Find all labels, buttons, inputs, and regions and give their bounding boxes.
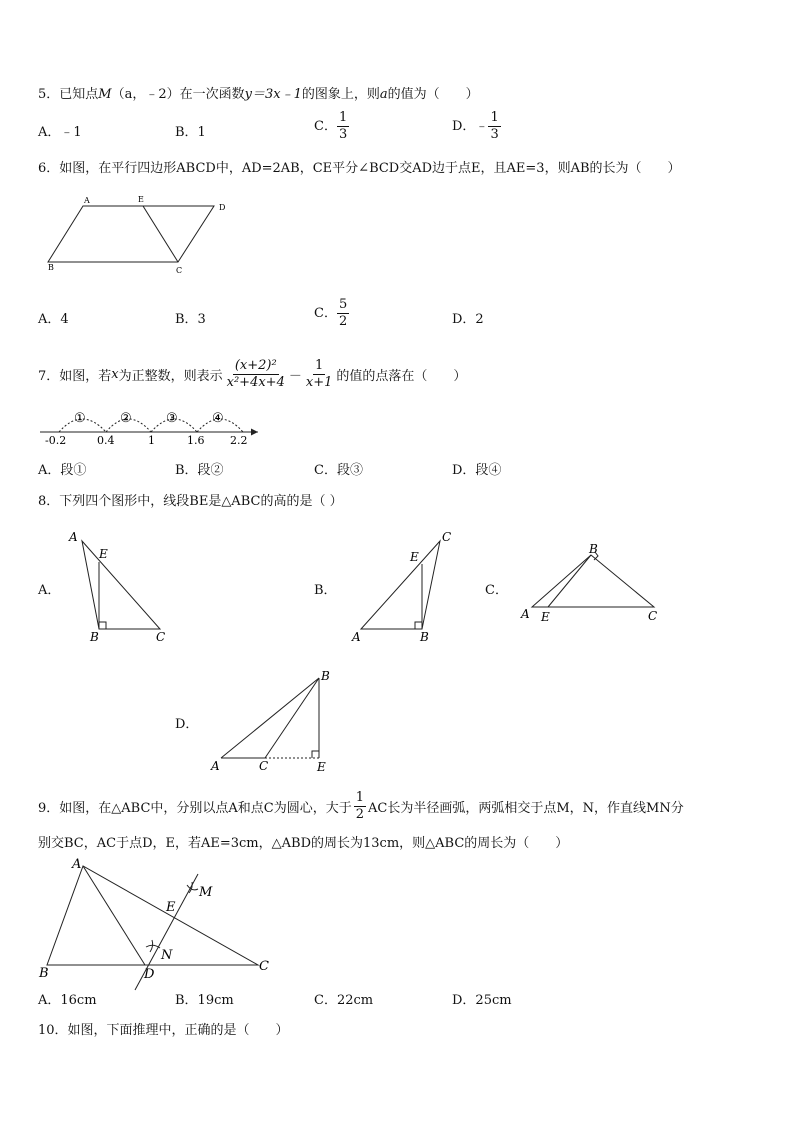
q5-option-d-prefix: D．﹣	[452, 119, 489, 134]
q7-stem-part: 为正整数，则表示	[118, 369, 223, 384]
label-n: N	[161, 948, 173, 963]
q5-stem-part: 在一次函数	[179, 87, 245, 102]
label-a: A	[521, 607, 530, 621]
label-c: C	[156, 630, 166, 644]
label-c: C	[442, 530, 452, 544]
fraction-denominator: x+1	[305, 375, 333, 390]
label-b: B	[321, 669, 330, 683]
fraction-numerator: 1	[314, 358, 324, 373]
q6-option-d: D．2	[452, 312, 484, 327]
arc-mark-n	[150, 940, 153, 952]
segment-label-3: ③	[166, 411, 178, 426]
triangle-abc	[47, 866, 258, 965]
label-a: A	[211, 759, 220, 773]
q5-stem-part: 的图象上，则	[301, 87, 380, 102]
q6-option-b: B．3	[175, 312, 206, 327]
fraction-denominator: 2	[338, 314, 348, 329]
q9-option-b: B．19cm	[175, 993, 234, 1008]
segment-label-2: ②	[120, 411, 132, 426]
fraction-numerator: 1	[338, 110, 348, 125]
q5-function: y＝3x﹣1	[244, 87, 302, 102]
q5-var-m: M	[98, 87, 112, 102]
q7-option-b: B．段②	[175, 463, 224, 478]
label-a: A	[352, 630, 361, 644]
q8-option-d-label: D．	[175, 717, 199, 732]
q9-stem-part: 9．如图，在△ABC中，分别以点A和点C为圆心，大于	[38, 801, 352, 816]
segment-ad	[83, 866, 145, 965]
q9-option-a: A．16cm	[38, 993, 97, 1008]
q5-option-b: B．1	[175, 125, 206, 140]
q6-option-c-prefix: C．	[314, 306, 337, 321]
q7-minus-sign: －	[288, 369, 302, 384]
label-e: E	[138, 195, 144, 204]
label-c: C	[176, 266, 183, 275]
q10-stem: 10．如图，下面推理中，正确的是（ ）	[38, 1023, 289, 1038]
fraction-numerator: 1	[355, 790, 365, 805]
fraction-denominator: x²+4x+4	[226, 375, 285, 390]
q5-option-c-prefix: C．	[314, 119, 337, 134]
q7-option-d: D．段④	[452, 463, 502, 478]
q7-var-x: x	[111, 367, 119, 382]
label-a: A	[72, 857, 82, 872]
q5-stem-part: 5．已知点	[38, 87, 99, 102]
label-b: B	[39, 966, 49, 981]
fraction-denominator: 3	[490, 127, 499, 142]
fraction-numerator: 1	[490, 110, 499, 125]
label-m: M	[199, 885, 213, 900]
label-d: D	[219, 203, 226, 212]
label-b: B	[90, 630, 99, 644]
q8-option-b-label: B．	[314, 583, 337, 598]
q9-stem-line2: 别交BC，AC于点D，E，若AE=3cm，△ABD的周长为13cm，则△ABC的周长为（ ）	[38, 836, 569, 851]
tick-label: 1.6	[187, 434, 205, 447]
q9-option-d: D．25cm	[452, 993, 512, 1008]
tick-label: -0.2	[45, 434, 67, 447]
label-e: E	[317, 760, 326, 774]
fraction-denominator: 3	[338, 127, 348, 142]
tick-label: 1	[148, 434, 155, 447]
q7-stem-part: 7．如图，若	[38, 369, 112, 384]
label-c: C	[648, 609, 658, 623]
q5-var-a: a	[379, 87, 388, 102]
fraction-denominator: 2	[355, 807, 365, 822]
label-c: C	[259, 759, 269, 773]
label-c: C	[259, 959, 269, 974]
label-b: B	[589, 542, 598, 556]
label-e: E	[410, 550, 419, 564]
tick-label: 2.2	[230, 434, 248, 447]
label-d: D	[144, 967, 155, 982]
label-a: A	[69, 530, 78, 544]
fraction-numerator: (x+2)²	[234, 358, 277, 373]
q6-stem: 6．如图，在平行四边形ABCD中，AD=2AB，CE平分∠BCD交AD边于点E，且AE=3，则AB的长为（ ）	[38, 161, 681, 176]
label-b: B	[420, 630, 429, 644]
label-e: E	[166, 900, 176, 915]
q8-stem: 8．下列四个图形中，线段BE是△ABC的高的是（ ）	[38, 494, 343, 509]
q7-stem-part: 的值的点落在（ ）	[336, 369, 467, 384]
q8-option-c-label: C．	[485, 583, 508, 598]
q5-stem-part: 的值为（ ）	[387, 87, 479, 102]
q9-option-c: C．22cm	[314, 993, 374, 1008]
q7-option-c: C．段③	[314, 463, 363, 478]
q6-option-a: A．4	[38, 312, 69, 327]
label-a: A	[84, 196, 90, 205]
label-e: E	[541, 610, 550, 624]
q9-stem-part: AC长为半径画弧，两弧相交于点M，N，作直线MN分	[368, 801, 684, 816]
label-b: B	[48, 263, 54, 272]
fraction-numerator: 5	[338, 297, 348, 312]
q5-option-a: A．﹣1	[38, 125, 82, 140]
tick-label: 0.4	[97, 434, 115, 447]
segment-label-1: ①	[74, 411, 86, 426]
q8-option-a-label: A．	[38, 583, 61, 598]
label-e: E	[99, 547, 108, 561]
segment-label-4: ④	[212, 411, 224, 426]
q5-point-coords: （a，﹣2）	[111, 87, 180, 102]
q7-option-a: A．段①	[38, 463, 87, 478]
